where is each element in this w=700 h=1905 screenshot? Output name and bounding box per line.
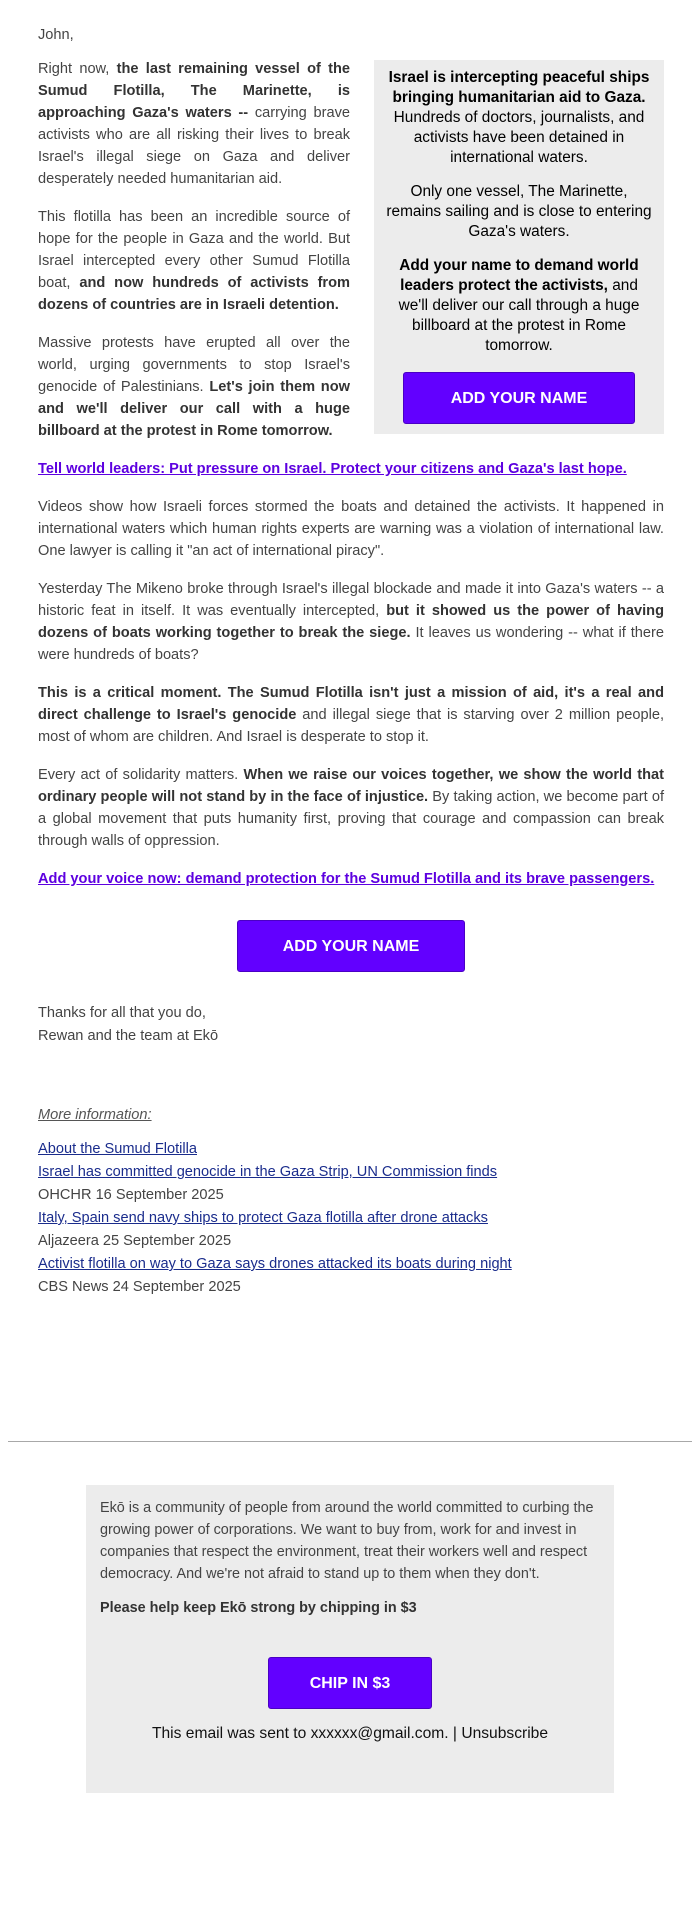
cta-link-world-leaders[interactable]: Tell world leaders: Put pressure on Israel. Protect your citizens and Gaza's last hope. [38,461,627,477]
paragraph-solidarity: Every act of solidarity matters. When we raise our voices together, we show the world that ordinary people will not stand by in the face of injustice. By taking action, we become part of a global movement that puts humanity first, proving that courage and compassion can break through walls of oppression. [38,767,664,849]
reference-item [38,1161,664,1184]
footer-about: Ekō is a community of people from around the world committed to curbing the growing power of corporations. We want to buy from, work for and invest in companies that respect the environment, treat their workers well and respect democracy. And we're not afraid to stand up to them when they don't. [100,1500,594,1582]
reference-link[interactable]: Israel has committed genocide in the Gaza Strip, UN Commission finds [38,1164,498,1180]
reference-source: OHCHR 16 September 2025 [38,1187,224,1203]
signoff-thanks: Thanks for all that you do, [38,1005,206,1021]
paragraph-protests: Massive protests have erupted all over the world, urging governments to stop Israel's genocide of Palestinians. Let's join them now and we'll deliver our call with a huge billboard at the protest in Rome tomorrow. [38,335,350,439]
paragraph-vessel: Right now, the last remaining vessel of the Sumud Flotilla, The Marinette, is approaching Gaza's waters -- carrying brave activists who are all risking their lives to break Israel's illegal siege on Gaza and deliver desperately needed humanitarian aid. [38,61,351,187]
sidebox-intro: Israel is intercepting peaceful ships bringing humanitarian aid to Gaza. Hundreds of doctors, journalists, and activists have been detained in international waters. [388,69,650,166]
sidebox-ask: Add your name to demand world leaders protect the activists, and we'll deliver our call through a huge billboard at the protest in Rome tomorrow. [398,257,640,354]
greeting: John, [38,27,74,43]
email-body [38,24,664,1299]
action-sidebox [374,60,664,434]
chip-in-button[interactable]: CHIP IN $3 [268,1657,432,1709]
paragraph-mikeno: Yesterday The Mikeno broke through Israel's illegal blockade and made it into Gaza's waters -- a historic feat in itself. It was eventually intercepted, but it showed us the power of having dozens of boats working together to break the siege. It leaves us wondering -- what if there were hundreds of boats? [38,581,664,663]
paragraph-flotilla: This flotilla has been an incredible source of hope for the people in Gaza and the world. But Israel intercepted every other Sumud Flotilla boat, and now hundreds of activists from dozens of countries are in Israeli detention. [38,209,350,313]
divider [8,1441,692,1442]
add-your-name-button[interactable]: ADD YOUR NAME [237,920,465,972]
signoff [38,1002,664,1048]
cta-link-world-leaders-wrap [38,458,664,480]
reference-item [38,1253,664,1276]
add-your-name-button-sidebox[interactable]: ADD YOUR NAME [403,372,635,424]
unsubscribe-link[interactable]: Unsubscribe [461,1725,548,1742]
reference-link[interactable]: Italy, Spain send navy ships to protect Gaza flotilla after drone attacks [38,1210,488,1226]
chip-in-row [100,1657,600,1709]
reference-link[interactable]: Activist flotilla on way to Gaza says drones attacked its boats during night [38,1256,512,1272]
reference-item [38,1138,664,1161]
more-info-label: More information: [38,1107,152,1123]
cta-link-add-voice-wrap [38,868,664,890]
paragraph-critical: This is a critical moment. The Sumud Flotilla isn't just a mission of aid, it's a real and direct challenge to Israel's genocide and illegal siege that is starving over 2 million people, most of whom are children. And Israel is desperate to stop it. [38,685,665,745]
references-list [38,1138,664,1299]
footer-box [86,1485,614,1793]
recipient-email: xxxxxx@gmail.com [310,1725,445,1742]
reference-source: Aljazeera 25 September 2025 [38,1233,232,1249]
cta-link-add-voice[interactable]: Add your voice now: demand protection for the Sumud Flotilla and its brave passengers. [38,871,655,887]
main-cta-row [38,920,664,972]
signoff-team: Rewan and the team at Ekō [38,1028,219,1044]
reference-link[interactable]: About the Sumud Flotilla [38,1141,197,1157]
reference-source: CBS News 24 September 2025 [38,1279,241,1295]
sidebox-vessel: Only one vessel, The Marinette, remains sailing and is close to entering Gaza's waters. [386,183,652,240]
reference-item [38,1207,664,1230]
sent-notice: This email was sent to xxxxxx@gmail.com. | Unsubscribe [151,1725,548,1742]
footer-appeal: Please help keep Ekō strong by chipping in $3 [100,1600,417,1616]
paragraph-videos: Videos show how Israeli forces stormed the boats and detained the activists. It happened in international waters which human rights experts are warning was a violation of international law. One lawyer is calling it "an act of international piracy". [38,499,664,559]
